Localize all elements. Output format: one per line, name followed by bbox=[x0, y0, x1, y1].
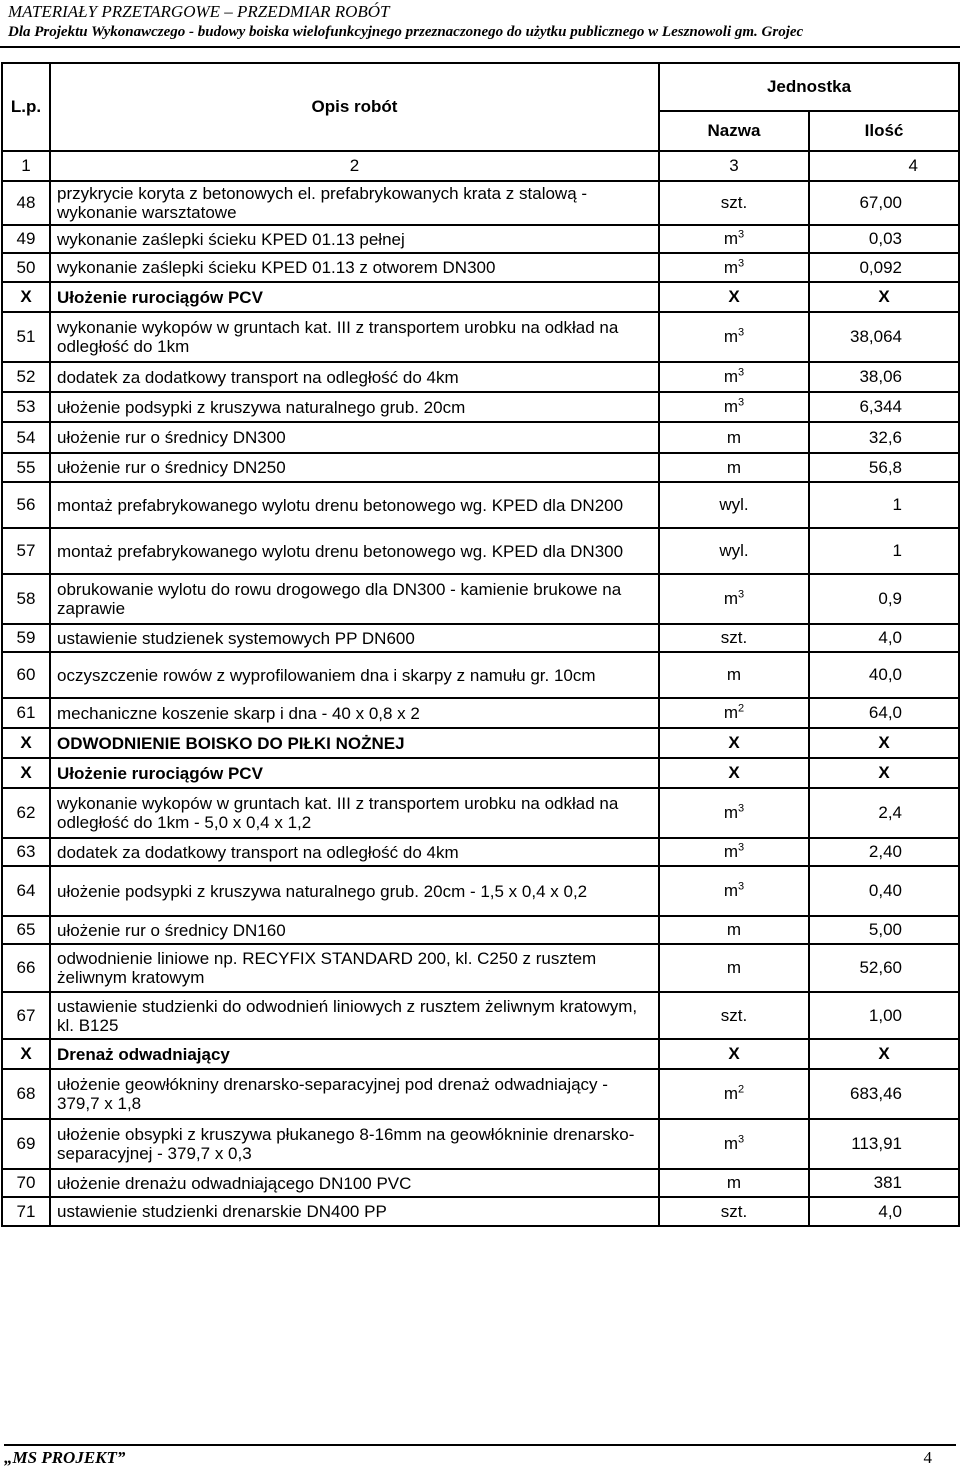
unit-name: m bbox=[723, 1084, 739, 1103]
table-row bbox=[2, 916, 959, 944]
row-unit bbox=[659, 788, 809, 838]
row-lp: 58 bbox=[2, 574, 50, 624]
unit-exponent: 3 bbox=[738, 256, 745, 269]
row-description: ustawienie studzienki drenarskie DN400 PP bbox=[50, 1197, 659, 1226]
row-unit bbox=[659, 624, 809, 652]
table-row bbox=[2, 1169, 959, 1197]
unit-name: m bbox=[723, 367, 739, 386]
row-quantity: X bbox=[809, 1039, 959, 1069]
row-lp: X bbox=[2, 282, 50, 312]
row-unit bbox=[659, 866, 809, 916]
table-row bbox=[2, 392, 959, 422]
unit-name: m bbox=[726, 457, 742, 477]
unit-exponent: 3 bbox=[738, 396, 745, 409]
row-lp: 51 bbox=[2, 312, 50, 362]
row-unit bbox=[659, 225, 809, 253]
unit-exponent: 2 bbox=[738, 1083, 745, 1096]
row-unit bbox=[659, 1169, 809, 1197]
row-unit bbox=[659, 392, 809, 422]
unit-name: X bbox=[728, 733, 740, 752]
row-quantity: 1,00 bbox=[809, 992, 959, 1039]
row-quantity: 38,064 bbox=[809, 312, 959, 362]
row-lp: 54 bbox=[2, 422, 50, 453]
row-unit bbox=[659, 652, 809, 698]
row-quantity: 32,6 bbox=[809, 422, 959, 453]
unit-name: m bbox=[726, 665, 742, 684]
unit-name: m bbox=[723, 703, 739, 722]
row-quantity: 2,40 bbox=[809, 838, 959, 866]
row-unit bbox=[659, 916, 809, 944]
unit-exponent: 3 bbox=[738, 366, 745, 379]
row-description: oczyszczenie rowów z wyprofilowaniem dna i skarpy z namułu gr. 10cm bbox=[50, 652, 659, 698]
row-unit bbox=[659, 253, 809, 282]
row-quantity: X bbox=[809, 758, 959, 788]
row-quantity: 0,40 bbox=[809, 866, 959, 916]
page-header bbox=[8, 2, 952, 42]
unit-exponent: 2 bbox=[738, 702, 745, 715]
unit-exponent: 3 bbox=[738, 326, 745, 339]
row-description: ułożenie drenażu odwadniającego DN100 PVC bbox=[50, 1169, 659, 1197]
column-number-3: 3 bbox=[659, 151, 809, 181]
row-quantity: 0,03 bbox=[809, 225, 959, 253]
row-lp: 62 bbox=[2, 788, 50, 838]
row-lp: 53 bbox=[2, 392, 50, 422]
table-row bbox=[2, 574, 959, 624]
row-quantity: 2,4 bbox=[809, 788, 959, 838]
table-row bbox=[2, 282, 959, 312]
row-description: wykonanie wykopów w gruntach kat. III z transportem urobku na odkład na odległość do 1km - 5,0 x 0,4 x 1,2 bbox=[50, 788, 659, 838]
table-row bbox=[2, 482, 959, 528]
row-unit bbox=[659, 362, 809, 392]
table-row bbox=[2, 866, 959, 916]
document-title: MATERIAŁY PRZETARGOWE – PRZEDMIAR ROBÓT bbox=[8, 2, 390, 21]
unit-name: m bbox=[723, 327, 739, 346]
table-row bbox=[2, 698, 959, 728]
row-quantity: 5,00 bbox=[809, 916, 959, 944]
unit-name: X bbox=[728, 763, 740, 782]
row-unit bbox=[659, 1039, 809, 1069]
row-description: ułożenie geowłókniny drenarsko-separacyjnej pod drenaż odwadniający - 379,7 x 1,8 bbox=[50, 1069, 659, 1119]
header-unit-name: Nazwa bbox=[659, 111, 809, 151]
table-row bbox=[2, 728, 959, 758]
unit-name: szt. bbox=[720, 628, 748, 647]
table-row bbox=[2, 253, 959, 282]
row-description: montaż prefabrykowanego wylotu drenu betonowego wg. KPED dla DN300 bbox=[50, 528, 659, 574]
table-row bbox=[2, 181, 959, 225]
unit-name: m bbox=[726, 958, 742, 977]
unit-name: m bbox=[723, 589, 739, 608]
row-unit bbox=[659, 574, 809, 624]
row-quantity: X bbox=[809, 728, 959, 758]
unit-name: m bbox=[723, 881, 739, 900]
row-quantity: 4,0 bbox=[809, 1197, 959, 1226]
row-lp: 64 bbox=[2, 866, 50, 916]
table-row bbox=[2, 758, 959, 788]
row-lp: 65 bbox=[2, 916, 50, 944]
row-unit bbox=[659, 698, 809, 728]
unit-name: X bbox=[728, 1044, 740, 1063]
row-quantity: 64,0 bbox=[809, 698, 959, 728]
row-quantity: X bbox=[809, 282, 959, 312]
row-lp: 56 bbox=[2, 482, 50, 528]
header-rule bbox=[0, 46, 960, 48]
unit-name: m bbox=[723, 397, 739, 416]
row-description: wykonanie zaślepki ścieku KPED 01.13 z otworem DN300 bbox=[50, 253, 659, 282]
unit-name: m bbox=[723, 842, 739, 861]
row-quantity: 1 bbox=[809, 528, 959, 574]
row-quantity: 56,8 bbox=[809, 453, 959, 482]
row-unit bbox=[659, 453, 809, 482]
table-row bbox=[2, 624, 959, 652]
table-row bbox=[2, 788, 959, 838]
table-row bbox=[2, 422, 959, 453]
company-name: „MS PROJEKT” bbox=[4, 1448, 126, 1467]
row-unit bbox=[659, 181, 809, 225]
row-description: dodatek za dodatkowy transport na odległość do 4km bbox=[50, 362, 659, 392]
row-lp: X bbox=[2, 758, 50, 788]
row-lp: 52 bbox=[2, 362, 50, 392]
header-description: Opis robót bbox=[50, 63, 659, 151]
unit-exponent: 3 bbox=[738, 802, 745, 815]
row-unit bbox=[659, 1069, 809, 1119]
column-number-1: 1 bbox=[2, 151, 50, 181]
row-unit bbox=[659, 758, 809, 788]
table-row bbox=[2, 453, 959, 482]
row-description: ułożenie rur o średnicy DN250 bbox=[50, 453, 659, 482]
unit-name: szt. bbox=[720, 193, 748, 212]
unit-name: wyl. bbox=[719, 541, 749, 560]
table-row bbox=[2, 312, 959, 362]
header-unit-group: Jednostka bbox=[659, 63, 959, 111]
row-quantity: 113,91 bbox=[809, 1119, 959, 1169]
row-lp: 55 bbox=[2, 453, 50, 482]
row-description: odwodnienie liniowe np. RECYFIX STANDARD 200, kl. C250 z rusztem żeliwnym kratowym bbox=[50, 944, 659, 992]
row-description: Ułożenie rurociągów PCV bbox=[50, 758, 659, 788]
row-unit bbox=[659, 422, 809, 453]
row-quantity: 52,60 bbox=[809, 944, 959, 992]
table-row bbox=[2, 838, 959, 866]
unit-name: szt. bbox=[720, 1005, 748, 1025]
row-description: ułożenie podsypki z kruszywa naturalnego grub. 20cm - 1,5 x 0,4 x 0,2 bbox=[50, 866, 659, 916]
table-row bbox=[2, 362, 959, 392]
column-number-2: 2 bbox=[50, 151, 659, 181]
row-lp: 63 bbox=[2, 838, 50, 866]
page-footer bbox=[4, 1448, 956, 1468]
unit-name: X bbox=[728, 287, 740, 306]
unit-name: m bbox=[726, 1173, 742, 1192]
row-description: przykrycie koryta z betonowych el. prefabrykowanych krata z stalową - wykonanie warsztatowe bbox=[50, 181, 659, 225]
row-description: Drenaż odwadniający bbox=[50, 1039, 659, 1069]
row-description: mechaniczne koszenie skarp i dna - 40 x 0,8 x 2 bbox=[50, 698, 659, 728]
row-lp: X bbox=[2, 1039, 50, 1069]
row-description: obrukowanie wylotu do rowu drogowego dla DN300 - kamienie brukowe na zaprawie bbox=[50, 574, 659, 624]
unit-exponent: 3 bbox=[738, 1133, 745, 1146]
project-subtitle: Dla Projektu Wykonawczego - budowy boiska wielofunkcyjnego przeznaczonego do użytku publicznego w Lesznowoli gm. Grojec bbox=[8, 24, 804, 40]
header-lp: L.p. bbox=[2, 63, 50, 151]
unit-name: m bbox=[723, 803, 739, 822]
row-unit bbox=[659, 1119, 809, 1169]
row-description: montaż prefabrykowanego wylotu drenu betonowego wg. KPED dla DN200 bbox=[50, 482, 659, 528]
table-row bbox=[2, 1039, 959, 1069]
unit-name: szt. bbox=[720, 1201, 748, 1221]
unit-name: m bbox=[723, 229, 739, 248]
row-lp: X bbox=[2, 728, 50, 758]
unit-exponent: 3 bbox=[738, 841, 745, 854]
header-quantity: Ilość bbox=[809, 111, 959, 151]
row-lp: 60 bbox=[2, 652, 50, 698]
unit-exponent: 3 bbox=[738, 588, 745, 601]
row-quantity: 6,344 bbox=[809, 392, 959, 422]
row-unit bbox=[659, 944, 809, 992]
row-lp: 66 bbox=[2, 944, 50, 992]
row-quantity: 0,9 bbox=[809, 574, 959, 624]
table-row bbox=[2, 992, 959, 1039]
page-number: 4 bbox=[923, 1448, 932, 1467]
row-lp: 48 bbox=[2, 181, 50, 225]
row-description: wykonanie zaślepki ścieku KPED 01.13 pełnej bbox=[50, 225, 659, 253]
row-quantity: 40,0 bbox=[809, 652, 959, 698]
row-quantity: 683,46 bbox=[809, 1069, 959, 1119]
row-quantity: 4,0 bbox=[809, 624, 959, 652]
row-description: dodatek za dodatkowy transport na odległość do 4km bbox=[50, 838, 659, 866]
row-lp: 68 bbox=[2, 1069, 50, 1119]
row-quantity: 38,06 bbox=[809, 362, 959, 392]
row-unit bbox=[659, 838, 809, 866]
row-unit bbox=[659, 992, 809, 1039]
row-lp: 61 bbox=[2, 698, 50, 728]
table-row bbox=[2, 528, 959, 574]
table-row bbox=[2, 1197, 959, 1226]
column-number-4: 4 bbox=[809, 151, 959, 181]
row-quantity: 1 bbox=[809, 482, 959, 528]
unit-name: m bbox=[726, 427, 742, 447]
row-description: ustawienie studzienki do odwodnień liniowych z rusztem żeliwnym kratowym, kl. B125 bbox=[50, 992, 659, 1039]
unit-name: m bbox=[726, 920, 742, 939]
row-description: ODWODNIENIE BOISKO DO PIŁKI NOŻNEJ bbox=[50, 728, 659, 758]
row-description: wykonanie wykopów w gruntach kat. III z transportem urobku na odkład na odległość do 1km bbox=[50, 312, 659, 362]
unit-exponent: 3 bbox=[738, 228, 745, 241]
row-quantity: 67,00 bbox=[809, 181, 959, 225]
unit-name: m bbox=[723, 1134, 739, 1153]
row-lp: 70 bbox=[2, 1169, 50, 1197]
row-lp: 69 bbox=[2, 1119, 50, 1169]
row-unit bbox=[659, 528, 809, 574]
row-description: ułożenie obsypki z kruszywa płukanego 8-16mm na geowłókninie drenarsko-separacyjnej - 379,7 x 0,3 bbox=[50, 1119, 659, 1169]
unit-name: wyl. bbox=[719, 495, 749, 514]
table-row bbox=[2, 225, 959, 253]
unit-exponent: 3 bbox=[738, 880, 745, 893]
row-unit bbox=[659, 728, 809, 758]
table-row bbox=[2, 944, 959, 992]
footer-rule bbox=[4, 1444, 956, 1446]
row-lp: 67 bbox=[2, 992, 50, 1039]
row-lp: 49 bbox=[2, 225, 50, 253]
row-unit bbox=[659, 312, 809, 362]
row-description: ułożenie podsypki z kruszywa naturalnego grub. 20cm bbox=[50, 392, 659, 422]
row-quantity: 381 bbox=[809, 1169, 959, 1197]
table-row bbox=[2, 1119, 959, 1169]
row-description: Ułożenie rurociągów PCV bbox=[50, 282, 659, 312]
row-quantity: 0,092 bbox=[809, 253, 959, 282]
table-row bbox=[2, 1069, 959, 1119]
row-lp: 50 bbox=[2, 253, 50, 282]
unit-name: m bbox=[723, 257, 739, 277]
row-lp: 57 bbox=[2, 528, 50, 574]
row-lp: 59 bbox=[2, 624, 50, 652]
row-lp: 71 bbox=[2, 1197, 50, 1226]
row-description: ułożenie rur o średnicy DN300 bbox=[50, 422, 659, 453]
row-unit bbox=[659, 482, 809, 528]
row-description: ustawienie studzienek systemowych PP DN600 bbox=[50, 624, 659, 652]
row-description: ułożenie rur o średnicy DN160 bbox=[50, 916, 659, 944]
bill-of-quantities-table bbox=[1, 62, 960, 1227]
table-row bbox=[2, 652, 959, 698]
row-unit bbox=[659, 1197, 809, 1226]
row-unit bbox=[659, 282, 809, 312]
